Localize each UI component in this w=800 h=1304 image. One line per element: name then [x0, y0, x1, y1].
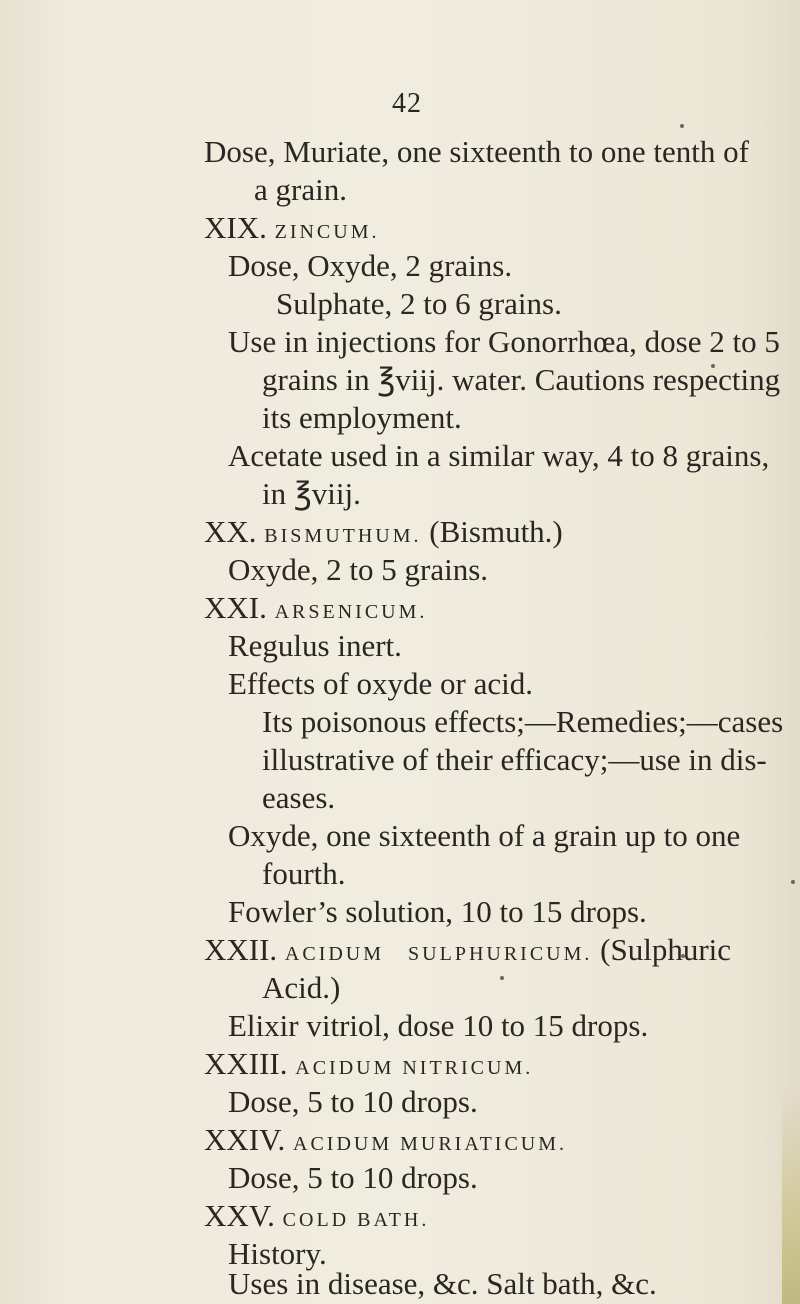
text-line: Regulus inert.	[228, 628, 402, 663]
section-title: ACIDUM NITRICUM.	[295, 1057, 534, 1079]
text-line: Sulphate, 2 to 6 grains.	[276, 286, 562, 321]
section-title: ZINCUM.	[274, 221, 380, 243]
section-heading	[204, 513, 563, 555]
text-line: Dose, 5 to 10 drops.	[228, 1160, 478, 1195]
text-line: Oxyde, one sixteenth of a grain up to one	[228, 818, 741, 853]
section-numeral: XXII.	[204, 932, 278, 967]
text-line: Effects of oxyde or acid.	[228, 666, 534, 701]
text-line: a grain.	[254, 172, 347, 207]
section-numeral: XXV.	[204, 1198, 275, 1233]
text-line: Acid.)	[262, 970, 341, 1005]
section-numeral: XXIII.	[204, 1046, 288, 1081]
text-line: Elixir vitriol, dose 10 to 15 drops.	[228, 1008, 649, 1043]
text-line: in ℥viij.	[262, 476, 361, 511]
print-speck	[500, 976, 504, 980]
print-speck	[791, 880, 795, 884]
section-numeral: XIX.	[204, 210, 267, 245]
text-line: Dose, Oxyde, 2 grains.	[228, 248, 513, 283]
section-numeral: XX.	[204, 514, 257, 549]
text-line: illustrative of their efficacy;—use in dis-	[262, 742, 767, 777]
section-heading	[204, 931, 731, 973]
text-line: Oxyde, 2 to 5 grains.	[228, 552, 489, 587]
text-line: grains in ℥viij. water. Cautions respecting	[262, 362, 781, 397]
text-line: its employment.	[262, 400, 462, 435]
section-title: ARSENICUM.	[274, 601, 428, 623]
text-line: Fowler’s solution, 10 to 15 drops.	[228, 894, 647, 929]
section-numeral: XXIV.	[204, 1122, 286, 1157]
text-line: Its poisonous effects;—Remedies;—cases	[262, 704, 784, 739]
page-edge-stain	[782, 1090, 800, 1304]
text-line: Acetate used in a similar way, 4 to 8 grains,	[228, 438, 770, 473]
section-subtitle: (Sulphuric	[600, 932, 732, 967]
section-title: BISMUTHUM.	[264, 525, 422, 547]
section-title: ACIDUM MURIATICUM.	[293, 1133, 568, 1155]
section-title: ACIDUM SULPHURICUM.	[284, 943, 593, 965]
text-line: History.	[228, 1236, 327, 1271]
text-line: Use in injections for Gonorrhœa, dose 2 to 5	[228, 324, 780, 359]
page-number: 42	[392, 88, 422, 119]
text-line: Dose, Muriate, one sixteenth to one tenth of	[204, 134, 749, 169]
section-heading	[204, 209, 380, 251]
text-line: Uses in disease, &c. Salt bath, &c.	[228, 1266, 657, 1301]
text-line: fourth.	[262, 856, 346, 891]
section-heading	[204, 1045, 533, 1087]
section-numeral: XXI.	[204, 590, 267, 625]
section-heading	[204, 1121, 567, 1163]
section-subtitle: (Bismuth.)	[429, 514, 563, 549]
section-title: COLD BATH.	[282, 1209, 430, 1231]
text-line: Dose, 5 to 10 drops.	[228, 1084, 478, 1119]
section-heading	[204, 589, 427, 631]
text-line: eases.	[262, 780, 336, 815]
section-heading	[204, 1197, 429, 1239]
print-speck	[680, 124, 684, 128]
